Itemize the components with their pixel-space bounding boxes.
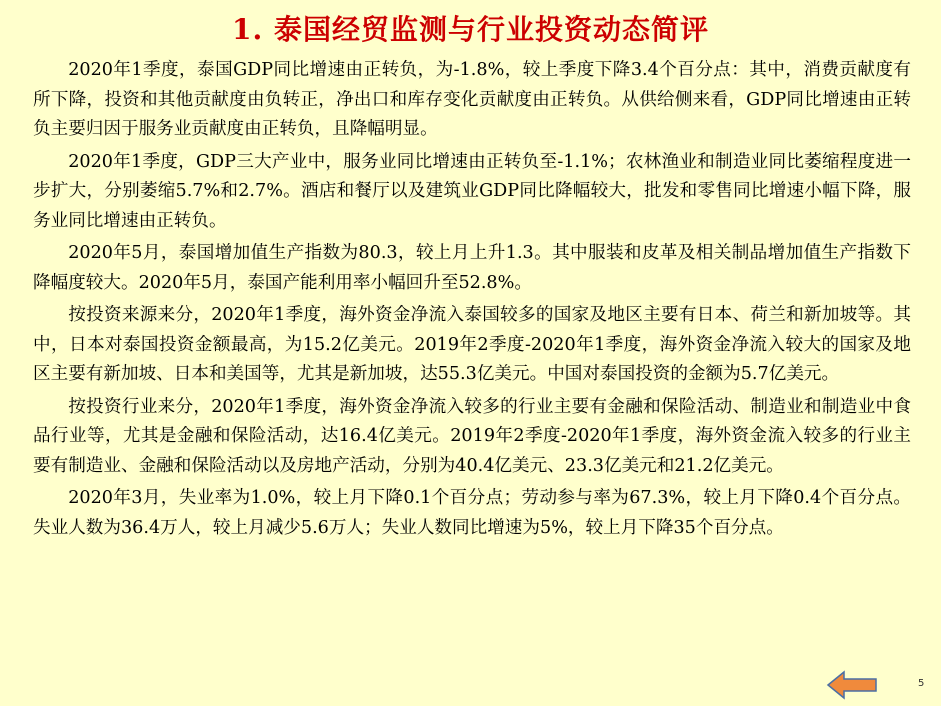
page-number: 5 [918, 678, 925, 689]
paragraph-gdp-overview: 2020年1季度，泰国GDP同比增速由正转负，为-1.8%，较上季度下降3.4个百分点：其中，消费贡献度有所下降，投资和其他贡献度由负转正，净出口和库存变化贡献度由正转负。从供给侧来看，GDP同比增速由正转负主要归因于服务业贡献度由正转负，且降幅明显。 [33, 60, 911, 139]
back-button[interactable] [826, 670, 878, 700]
paragraph-employment: 2020年3月，失业率为1.0%，较上月下降0.1个百分点；劳动参与率为67.3%，较上月下降0.4个百分点。失业人数为36.4万人，较上月减少5.6万人；失业人数同比增速为5%，较上月下降35个百分点。 [33, 488, 911, 538]
paragraph-investment-by-industry: 按投资行业来分，2020年1季度，海外资金净流入较多的行业主要有金融和保险活动、制造业和制造业中食品行业等，尤其是金融和保险活动，达16.4亿美元。2019年2季度-2020年1季度，海外资金流入较多的行业主要有制造业、金融和保险活动以及房地产活动，分别为40.4亿美元、23.3亿美元和21.2亿美元。 [33, 396, 911, 476]
paragraph-gdp-sectors: 2020年1季度，GDP三大产业中，服务业同比增速由正转负至-1.1%；农林渔业和制造业同比萎缩程度进一步扩大，分别萎缩5.7%和2.7%。酒店和餐厅以及建筑业GDP同比降幅较大，批发和零售同比增速小幅下降，服务业同比增速由正转负。 [33, 151, 911, 231]
paragraph-investment-by-source: 按投资来源来分，2020年1季度，海外资金净流入泰国较多的国家及地区主要有日本、荷兰和新加坡等。其中，日本对泰国投资金额最高，为15.2亿美元。2019年2季度-2020年1季度，海外资金净流入较大的国家及地区主要有新加坡、日本和美国等，尤其是新加坡，达55.3亿美元。中国对泰国投资的金额为5.7亿美元。 [33, 305, 911, 384]
slide-body [33, 56, 911, 546]
slide-title: 1. 泰国经贸监测与行业投资动态简评 [232, 13, 709, 46]
paragraph-production-index: 2020年5月，泰国增加值生产指数为80.3，较上月上升1.3。其中服装和皮革及相关制品增加值生产指数下降幅度较大。2020年5月，泰国产能利用率小幅回升至52.8%。 [33, 243, 911, 293]
left-arrow-icon [826, 670, 878, 700]
